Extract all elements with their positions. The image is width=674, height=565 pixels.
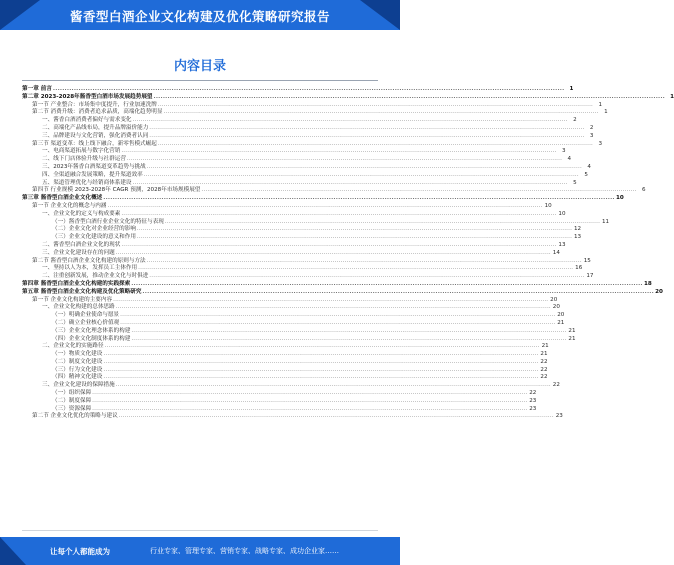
toc-leader-dots: ............................................................................................................................................................................................................................ — [136, 226, 573, 233]
toc-leader-dots: ............................................................................................................................................................................................................................ — [157, 140, 594, 147]
toc-leader-dots: ............................................................................................................................................................................................................................ — [201, 187, 637, 194]
toc-entry-text: （二）制度文化建设 — [52, 358, 103, 365]
toc-page-number: 1 — [670, 93, 674, 100]
toc-page-number: 21 — [568, 327, 576, 334]
toc-entry[interactable] — [22, 280, 652, 289]
toc-page-number: 1 — [604, 109, 608, 116]
toc-entry-text: 三、企业文化建设存在的问题 — [42, 249, 115, 256]
toc-entry[interactable] — [22, 171, 588, 180]
toc-entry-text: 五、渠道管理优化与经销商体系建设 — [42, 179, 132, 186]
toc-entry-text: 第四节 行业规模 2023-2028年 CAGR 预测，2028年市场规模展望 — [32, 187, 201, 194]
toc-page-number: 20 — [655, 288, 663, 295]
toc-entry-text: 二、企业文化的实施路径 — [42, 343, 104, 350]
toc-leader-dots: ............................................................................................................................................................................................................................ — [132, 117, 568, 124]
toc-entry[interactable] — [22, 241, 566, 250]
toc-page-number: 22 — [540, 358, 548, 365]
footer-divider — [22, 530, 378, 531]
toc-entry-text: （一）组织保障 — [52, 390, 92, 397]
toc-leader-dots: ............................................................................................................................................................................................................................ — [138, 265, 574, 272]
toc-entry-text: 二、线下门店体验升级与社群运营 — [42, 156, 126, 163]
toc-entry-text: 二、注重创新发展，推动企业文化与时俱进 — [42, 273, 149, 280]
toc-entry-text: 二、酱香型白酒企业文化的现状 — [42, 241, 121, 248]
toc-leader-dots: ............................................................................................................................................................................................................................ — [103, 374, 539, 381]
toc-page-number: 22 — [540, 374, 548, 381]
toc-entry-text: 第三节 渠道变革：线上线下融合，新零售模式崛起 — [32, 140, 157, 147]
toc-leader-dots: ............................................................................................................................................................................................................................ — [163, 109, 599, 116]
toc-page-number: 15 — [583, 257, 591, 264]
toc-entry[interactable] — [22, 163, 591, 172]
toc-page-number: 22 — [540, 366, 548, 373]
toc-page-number: 10 — [544, 202, 552, 209]
toc-page-number: 3 — [589, 132, 594, 139]
toc-entry-text: （三）资源保障 — [52, 405, 92, 412]
toc-page-number: 5 — [584, 171, 588, 178]
toc-page-number: 2 — [573, 117, 577, 124]
toc-leader-dots: ............................................................................................................................................................................................................................ — [107, 202, 543, 209]
footer-left-accent — [0, 537, 26, 565]
toc-leader-dots: ............................................................................................................................................................................................................................ — [92, 390, 528, 397]
toc-entry[interactable] — [22, 327, 576, 336]
toc-entry-text: （四）企业文化制度体系的构建 — [52, 335, 131, 342]
toc-leader-dots: ............................................................................................................................................................................................................................ — [143, 171, 579, 178]
toc-entry[interactable] — [22, 234, 582, 242]
toc-leader-dots: ............................................................................................................................................................................................................................ — [103, 358, 539, 365]
toc-leader-dots: ............................................................................................................................................................................................................................ — [104, 343, 540, 350]
toc-leader-dots: ............................................................................................................................................................................................................................ — [126, 156, 563, 163]
toc-entry-text: 三、2023年酱香白酒渠道变革趋势与挑战 — [42, 163, 146, 170]
toc-page-number: 4 — [587, 163, 591, 170]
toc-entry-text: 三、品牌建设与文化营销，强化消费者认同 — [42, 132, 149, 139]
toc-page-number: 20 — [550, 296, 558, 303]
toc-entry-text: 二、高端化产品线布局，提升品牌溢价能力 — [42, 124, 149, 131]
toc-leader-dots: ............................................................................................................................................................................................................................ — [103, 366, 539, 373]
toc-entry[interactable] — [22, 351, 548, 359]
table-of-contents — [22, 86, 674, 421]
toc-entry[interactable] — [22, 93, 674, 102]
toc-entry[interactable] — [22, 210, 566, 219]
header-band — [0, 0, 400, 30]
toc-entry-text: （四）精神文化建设 — [52, 374, 103, 381]
toc-entry[interactable] — [22, 226, 582, 234]
toc-entry-text: （三）企业文化建设的意义和作用 — [52, 234, 136, 241]
toc-entry[interactable] — [22, 132, 594, 141]
toc-entry[interactable] — [22, 319, 565, 328]
toc-entry-text: （二）企业文化对企业经营的影响 — [52, 226, 136, 233]
toc-entry-text: 第五章 酱香型白酒企业文化构建及优化策略研究 — [22, 288, 142, 295]
toc-leader-dots: ............................................................................................................................................................................................................................ — [121, 148, 557, 155]
toc-page-number: 21 — [557, 319, 565, 326]
toc-entry-text: 第二节 酱香型白酒企业文化构建的原则与方法 — [32, 257, 146, 264]
toc-page-number: 10 — [558, 210, 566, 217]
toc-leader-dots: ............................................................................................................................................................................................................................ — [113, 296, 549, 303]
toc-page-number: 23 — [529, 405, 537, 412]
footer-slogan: 让每个人都能成为 — [50, 547, 110, 556]
toc-entry-text: 一、坚持以人为本，发挥员工主体作用 — [42, 265, 138, 272]
toc-leader-dots: ............................................................................................................................................................................................................................ — [149, 273, 585, 280]
toc-leader-dots: ............................................................................................................................................................................................................................ — [103, 351, 539, 358]
toc-leader-dots: ............................................................................................................................................................................................................................ — [92, 405, 528, 412]
report-title: 酱香型白酒企业文化构建及优化策略研究报告 — [69, 9, 330, 24]
toc-entry-text: 第二节 消费升级：消费者追求品质，高端化趋势明显 — [32, 109, 163, 116]
toc-page-number: 17 — [586, 273, 594, 280]
toc-entry[interactable] — [22, 382, 560, 390]
toc-leader-dots: ............................................................................................................................................................................................................................ — [149, 124, 585, 131]
toc-entry[interactable] — [22, 202, 552, 211]
toc-page-number: 3 — [561, 148, 566, 155]
toc-page-number: 12 — [573, 226, 582, 233]
toc-entry[interactable] — [22, 358, 548, 367]
toc-page-number: 2 — [589, 124, 594, 131]
toc-leader-dots: ............................................................................................................................................................................................................................ — [132, 179, 568, 186]
toc-entry-text: （一）酱香型白酒行业企业文化的特征与表现 — [52, 218, 164, 225]
toc-entry[interactable] — [22, 390, 537, 398]
toc-leader-dots: ............................................................................................................................................................................................................................ — [164, 218, 601, 225]
toc-entry[interactable] — [22, 124, 594, 133]
toc-page-number: 20 — [552, 304, 560, 311]
toc-entry-text: 第二章 2023-2028年酱香型白酒市场发展趋势展望 — [22, 93, 153, 100]
toc-page-number: 21 — [540, 351, 548, 358]
toc-page-number: 13 — [573, 234, 582, 241]
toc-entry-text: （三）企业文化理念体系的构建 — [52, 327, 131, 334]
toc-leader-dots: ............................................................................................................................................................................................................................ — [115, 304, 551, 311]
toc-leader-dots: ............................................................................................................................................................................................................................ — [131, 280, 643, 287]
toc-entry[interactable] — [22, 249, 560, 258]
toc-page-number: 21 — [568, 335, 576, 342]
toc-leader-dots: ............................................................................................................................................................................................................................ — [146, 257, 582, 264]
footer-band — [0, 537, 400, 565]
toc-entry[interactable] — [22, 156, 572, 164]
toc-entry[interactable] — [22, 343, 549, 351]
toc-entry-text: 四、全渠道融合发展策略，提升渠道效率 — [42, 171, 143, 178]
toc-entry-text: 一、企业文化的定义与构成要素 — [42, 210, 121, 217]
toc-leader-dots: ............................................................................................................................................................................................................................ — [115, 382, 551, 389]
toc-leader-dots: ............................................................................................................................................................................................................................ — [115, 249, 551, 256]
toc-entry-text: 第一节 企业文化的概念与内涵 — [32, 202, 107, 209]
toc-entry[interactable] — [22, 413, 563, 421]
toc-leader-dots: ............................................................................................................................................................................................................................ — [149, 132, 585, 139]
toc-leader-dots: ............................................................................................................................................................................................................................ — [142, 288, 654, 295]
toc-page-number: 22 — [552, 382, 560, 389]
toc-entry[interactable] — [22, 273, 594, 281]
toc-entry-text: 一、企业文化构建的总体思路 — [42, 304, 115, 311]
toc-entry[interactable] — [22, 304, 560, 312]
toc-page-number: 14 — [552, 249, 560, 256]
toc-entry-text: 第四章 酱香型白酒企业文化构建的实践探索 — [22, 280, 131, 287]
toc-entry-text: 第二节 企业文化优化的策略与建议 — [32, 413, 118, 420]
toc-entry[interactable] — [22, 117, 577, 125]
toc-entry-text: 第三章 酱香型白酒企业文化概述 — [22, 195, 103, 202]
toc-page-number: 18 — [643, 280, 652, 287]
toc-leader-dots: ............................................................................................................................................................................................................................ — [121, 241, 557, 248]
toc-entry-text: 一、电商渠道拓展与数字化营销 — [42, 148, 121, 155]
toc-page-number: 1 — [598, 101, 603, 108]
toc-page-number: 16 — [575, 265, 583, 272]
toc-entry[interactable] — [22, 397, 537, 406]
toc-page-number: 3 — [598, 140, 603, 147]
toc-entry-text: （二）制度保障 — [52, 397, 92, 404]
toc-page-number: 10 — [615, 195, 624, 202]
toc-leader-dots: ............................................................................................................................................................................................................................ — [118, 413, 554, 420]
toc-heading: 内容目录 — [173, 59, 226, 74]
toc-leader-dots: ............................................................................................................................................................................................................................ — [131, 335, 567, 342]
toc-entry-text: （二）确立企业核心价值观 — [52, 319, 120, 326]
toc-leader-dots: ............................................................................................................................................................................................................................ — [146, 163, 582, 170]
toc-entry[interactable] — [22, 195, 624, 203]
toc-page-number: 1 — [569, 86, 574, 92]
toc-leader-dots: ............................................................................................................................................................................................................................ — [153, 93, 666, 100]
toc-entry[interactable] — [22, 148, 566, 156]
toc-page-number: 23 — [529, 397, 537, 404]
toc-page-number: 20 — [557, 312, 565, 319]
toc-entry-text: 三、企业文化建设的保障措施 — [42, 382, 115, 389]
toc-page-number: 5 — [573, 179, 577, 186]
toc-page-number: 21 — [541, 343, 549, 350]
toc-leader-dots: ............................................................................................................................................................................................................................ — [157, 101, 594, 108]
toc-leader-dots: ............................................................................................................................................................................................................................ — [92, 397, 528, 404]
toc-entry[interactable] — [22, 265, 583, 273]
toc-page-number: 23 — [555, 413, 563, 420]
toc-entry-text: 第一章 前言 — [22, 86, 52, 92]
toc-entry[interactable] — [22, 312, 565, 320]
toc-entry-text: （三）行为文化建设 — [52, 366, 103, 373]
toc-leader-dots: ............................................................................................................................................................................................................................ — [131, 327, 567, 334]
toc-top-divider — [22, 80, 378, 81]
toc-leader-dots: ............................................................................................................................................................................................................................ — [121, 210, 557, 217]
toc-entry[interactable] — [22, 187, 646, 195]
toc-page-number: 13 — [558, 241, 566, 248]
toc-page-number: 4 — [567, 156, 572, 163]
toc-page-number: 6 — [642, 187, 646, 194]
toc-page-number: 22 — [529, 390, 537, 397]
toc-leader-dots: ............................................................................................................................................................................................................................ — [120, 319, 556, 326]
toc-entry-text: （一）明确企业使命与愿景 — [52, 312, 120, 319]
toc-page-number: 11 — [601, 218, 610, 225]
toc-leader-dots: ............................................................................................................................................................................................................................ — [52, 86, 565, 92]
toc-leader-dots: ............................................................................................................................................................................................................................ — [103, 195, 615, 202]
footer-tagline: 行业专家、管理专家、营销专家、战略专家、成功企业家…… — [150, 547, 339, 555]
toc-leader-dots: ............................................................................................................................................................................................................................ — [136, 234, 573, 241]
toc-leader-dots: ............................................................................................................................................................................................................................ — [120, 312, 556, 319]
toc-entry-text: 第一节 产业整合：市场集中度提升，行业加速洗牌 — [32, 101, 157, 108]
toc-entry-text: （一）物质文化建设 — [52, 351, 103, 358]
toc-entry-text: 一、酱香白酒消费者偏好与需求变化 — [42, 117, 132, 124]
toc-entry[interactable] — [22, 86, 574, 94]
toc-entry[interactable] — [22, 288, 663, 297]
toc-entry-text: 第一节 企业文化构建的主要内容 — [32, 296, 113, 303]
